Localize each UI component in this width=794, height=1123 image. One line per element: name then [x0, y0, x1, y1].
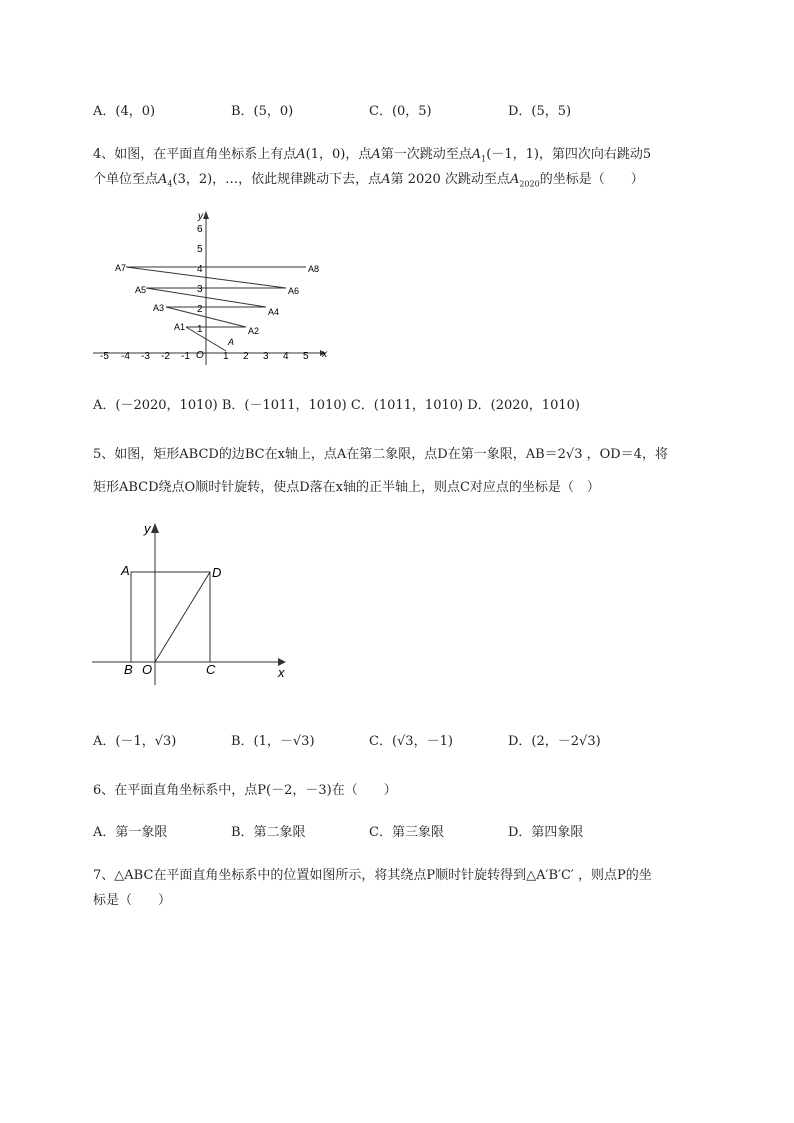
q5-label-o: O: [142, 662, 153, 677]
q4-y-tick: 5: [197, 244, 203, 255]
q6-option-a: A．第一象限: [93, 825, 168, 840]
q5-y-label: y: [144, 521, 151, 536]
q4-y-tick: 4: [197, 264, 203, 275]
q4-stem-line1: 4、如图，在平面直角坐标系上有点A(1，0)，点A第一次跳动至点$A_1(-1$，1)，第四次向右跳动5: [93, 147, 652, 164]
q5-option-c: C．(√3，－1): [369, 734, 453, 749]
q4-y-tick: 1: [197, 324, 203, 335]
q4-y-tick: 3: [197, 284, 203, 295]
q5-label-a: A: [121, 563, 130, 578]
q4-x-tick: -1: [181, 351, 190, 362]
q3-option-d: D．(5，5): [508, 104, 572, 119]
q4-x-axis-label: x: [322, 349, 327, 360]
q4-y-axis-label: y: [198, 211, 203, 222]
q4-point-a6: A6: [288, 286, 300, 296]
q4-y-tick: 6: [197, 224, 203, 235]
q4-x-tick: 3: [263, 351, 269, 362]
q4-x-tick: 5: [303, 351, 309, 362]
q4-x-tick: -4: [121, 351, 130, 362]
q4-x-tick: -5: [100, 351, 109, 362]
q5-option-a: A．(－1，√3): [93, 734, 177, 749]
q4-point-a3: A3: [153, 303, 165, 313]
q4-y-arrow: [203, 211, 209, 219]
q6-option-b: B．第二象限: [231, 825, 306, 840]
q4-point-a1: A1: [174, 322, 186, 332]
q4-jump-figure: [88, 205, 338, 375]
q4-x-tick: -2: [161, 351, 170, 362]
q5-label-d: D: [212, 565, 222, 580]
q3-option-b: B．(5，0): [231, 104, 294, 119]
q6-option-d: D．第四象限: [508, 825, 584, 840]
q5-option-d: D．(2，－2√3): [508, 734, 601, 749]
q4-point-a8: A8: [308, 264, 320, 274]
q4-point-a7: A7: [115, 263, 127, 273]
q6-option-c: C．第三象限: [369, 825, 444, 840]
q5-rectangle-figure: [88, 517, 298, 687]
q4-x-tick: -3: [141, 351, 150, 362]
q6-stem: 6、在平面直角坐标系中，点P(－2，－3)在（ ）: [93, 783, 397, 798]
q5-label-c: C: [206, 662, 216, 677]
q5-rectangle-abcd: [131, 572, 210, 662]
q4-point-a: A: [228, 337, 235, 347]
q4-x-tick: 2: [243, 351, 249, 362]
q5-label-b: B: [124, 662, 133, 677]
q7-stem-line2: 标是（ ）: [93, 893, 172, 908]
q3-option-a: A．(4，0): [93, 104, 156, 119]
q4-y-tick: 2: [197, 304, 203, 315]
q5-y-arrow: [151, 523, 159, 533]
q5-x-label: x: [278, 665, 285, 680]
q7-stem-line1: 7、△ABC在平面直角坐标系中的位置如图所示，将其绕点P顺时针旋转得到△A′B′C′ ，则点P的坐: [93, 868, 652, 883]
q4-point-a5: A5: [135, 285, 147, 295]
q5-stem-line1: 5、如图，矩形ABCD的边BC在x轴上，点A在第二象限，点D在第一象限，AB＝2√3 ，OD＝4，将: [93, 447, 668, 462]
q4-point-a4: A4: [268, 307, 280, 317]
q4-origin-label: O: [196, 350, 204, 361]
q4-point-a2: A2: [248, 326, 260, 336]
q5-option-b: B．(1，－√3): [231, 734, 315, 749]
q4-options: A．(－2020，1010) B．(－1011，1010) C．(1011，1010) D．(2020，1010): [93, 398, 580, 413]
q5-segment-od: [155, 572, 210, 662]
q4-x-tick: 1: [223, 351, 229, 362]
q4-stem-line2: 个单位至点$A_4(3$，2)，…，依此规律跳动下去，点A第 2020 次跳动至点$A_{2020}$的坐标是（ ）: [93, 172, 644, 189]
q5-stem-line2: 矩形ABCD绕点O顺时针旋转，使点D落在x轴的正半轴上，则点C对应点的坐标是（ ）: [93, 480, 600, 495]
q4-x-tick: 4: [283, 351, 289, 362]
q3-option-c: C．(0，5): [369, 104, 432, 119]
